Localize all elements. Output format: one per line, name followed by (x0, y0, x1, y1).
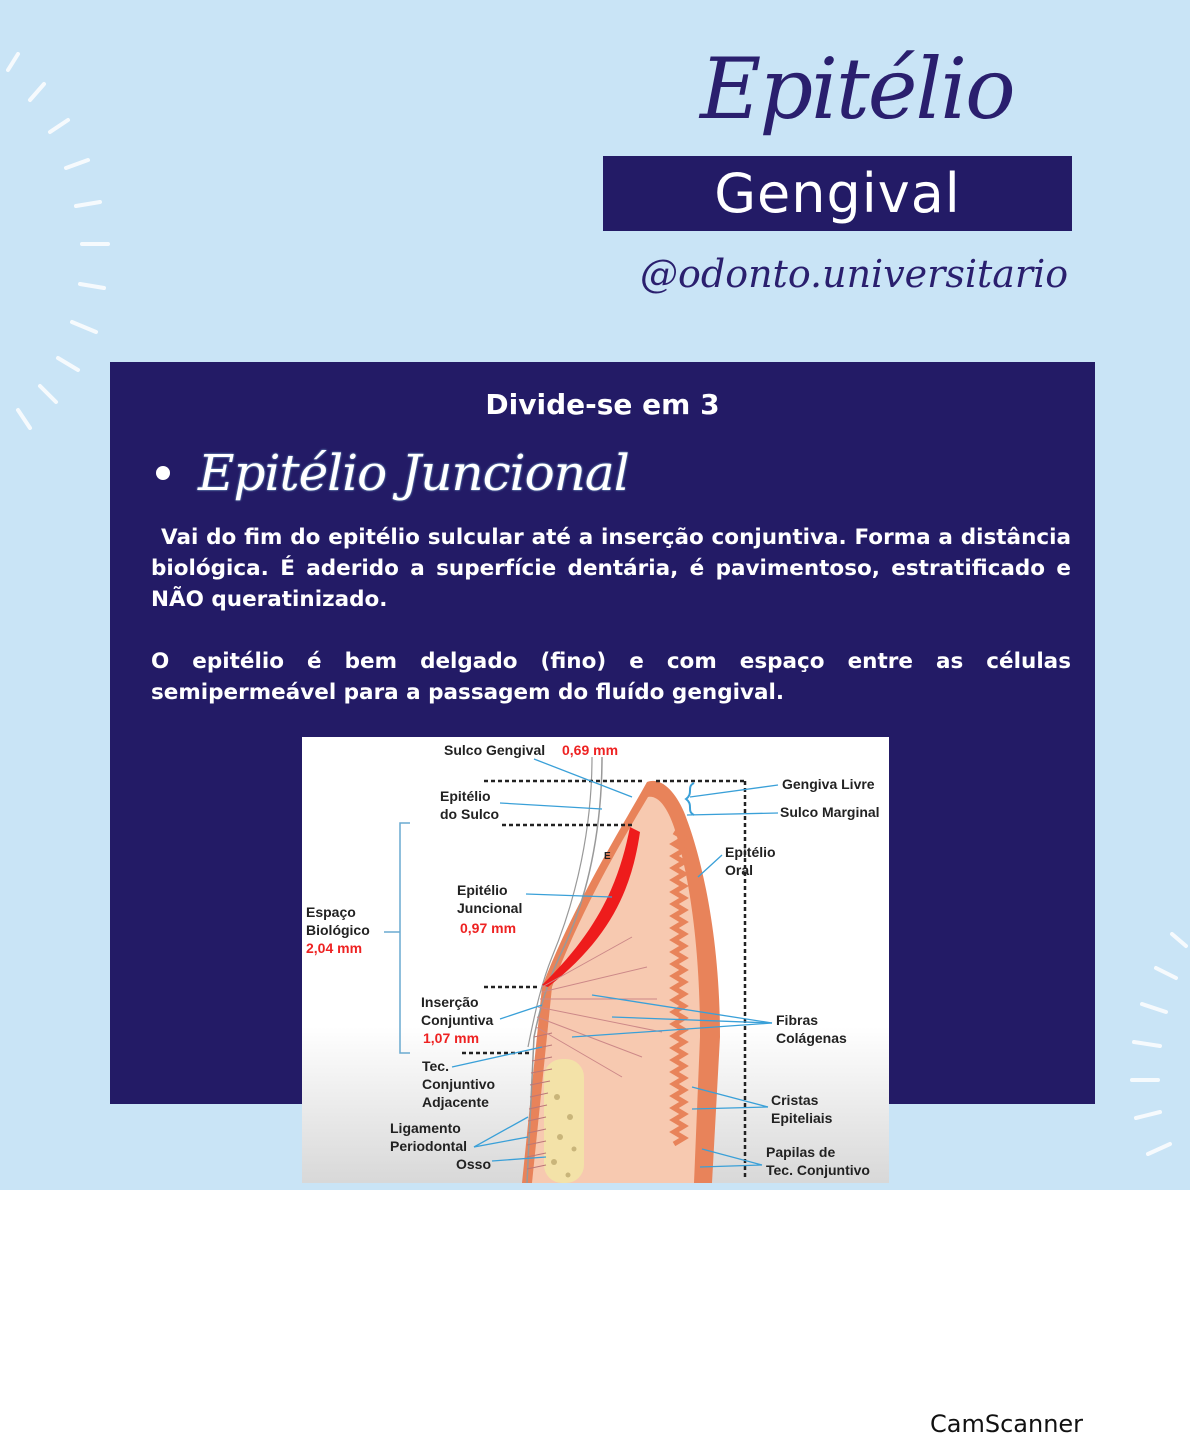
label-sulco-marginal: Sulco Marginal (780, 804, 880, 820)
scanner-watermark: CamScanner (930, 1410, 1084, 1438)
bone-shape (544, 1059, 584, 1183)
paragraph-2: O epitélio é bem delgado (fino) e com espaço entre as células semipermeável para a passagem do fluído gengival. (151, 649, 1071, 705)
label-tec-3: Adjacente (422, 1094, 489, 1110)
label-papilas-2: Tec. Conjuntivo (766, 1162, 870, 1178)
label-sulco-gengival-mm: 0,69 mm (562, 742, 619, 758)
label-osso: Osso (456, 1156, 492, 1172)
label-e: E (604, 851, 611, 862)
label-cristas-2: Epiteliais (771, 1110, 833, 1126)
label-espaco-1: Espaço (306, 904, 356, 920)
label-espaco-2: Biológico (306, 922, 370, 938)
label-fibras-1: Fibras (776, 1012, 819, 1028)
label-tec-2: Conjuntivo (422, 1076, 496, 1092)
label-gengiva-livre: Gengiva Livre (782, 776, 875, 792)
label-sulco-gengival: Sulco Gengival (444, 742, 546, 758)
label-epitelio-sulco-1: Epitélio (440, 788, 491, 804)
label-fibras-2: Colágenas (776, 1030, 847, 1046)
author-handle: @odonto.universitario (640, 252, 1069, 296)
label-epitelio-oral-1: Epitélio (725, 844, 776, 860)
page-title-box (603, 156, 1072, 231)
decorative-rays-right (1120, 920, 1190, 1180)
label-tec-1: Tec. (422, 1058, 449, 1074)
bullet-icon (156, 466, 170, 480)
gingiva-diagram (302, 737, 889, 1183)
label-ligamento-2: Periodontal (390, 1138, 468, 1154)
section-heading (156, 444, 629, 502)
label-cristas-1: Cristas (771, 1092, 819, 1108)
label-epitelio-oral-2: Oral (725, 862, 754, 878)
label-epitelio-juncional-1: Epitélio (457, 882, 508, 898)
label-ligamento-1: Ligamento (390, 1120, 461, 1136)
label-espaco-mm: 2,04 mm (306, 940, 363, 956)
page-title-script: Epitélio (700, 40, 1014, 138)
label-epitelio-sulco-2: do Sulco (440, 806, 500, 822)
card-title: Divide-se em 3 (485, 388, 720, 421)
label-epitelio-juncional-2: Juncional (457, 900, 523, 916)
page-title-box-text: Gengival (714, 162, 961, 225)
label-papilas-1: Papilas de (766, 1144, 836, 1160)
label-epitelio-juncional-mm: 0,97 mm (460, 920, 517, 936)
label-insercao-1: Inserção (421, 994, 479, 1010)
label-insercao-2: Conjuntiva (421, 1012, 494, 1028)
section-title: Epitélio Juncional (198, 444, 629, 502)
label-insercao-mm: 1,07 mm (423, 1030, 480, 1046)
paragraph-1: Vai do fim do epitélio sulcular até a inserção conjuntiva. Forma a distância biológica. É aderido a superfície dentária, é pavimentoso, estratificado e NÃO queratinizado. (151, 525, 1071, 612)
